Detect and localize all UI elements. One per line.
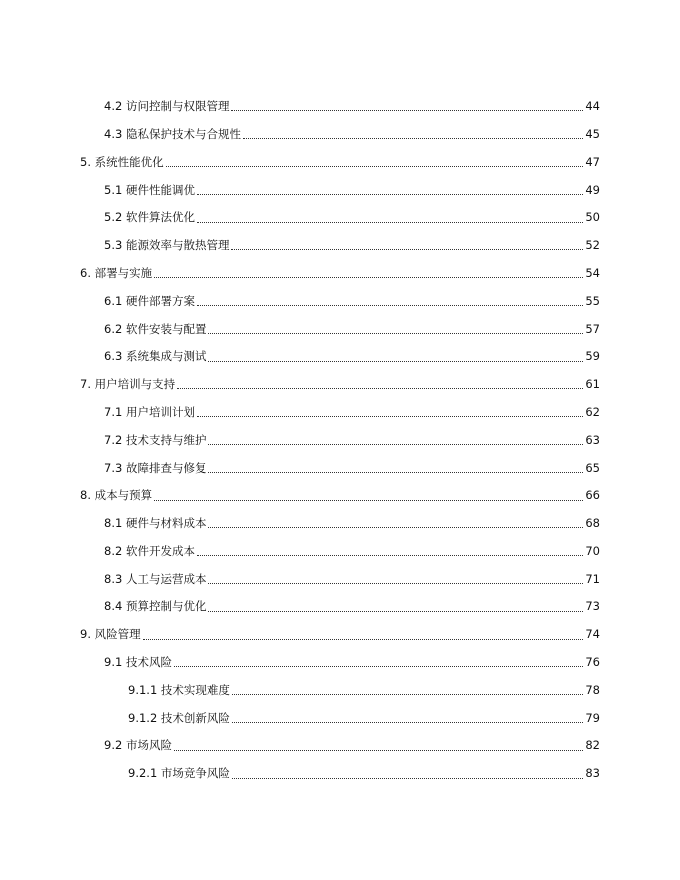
toc-entry-title: 6. 部署与实施 <box>80 265 153 280</box>
dot-leader <box>208 583 583 584</box>
toc-entry-title: 8.3 人工与运营成本 <box>104 571 207 586</box>
toc-entry-page-number: 47 <box>585 154 600 169</box>
toc-entry-title: 9.2 市场风险 <box>104 738 172 753</box>
toc-entry-title: 7.1 用户培训计划 <box>104 404 195 419</box>
toc-entry-title: 4.2 访问控制与权限管理 <box>104 99 230 114</box>
dot-leader <box>197 555 583 556</box>
toc-entry-page-number: 55 <box>585 293 600 308</box>
toc-entry-page-number: 54 <box>585 265 600 280</box>
dot-leader <box>232 694 583 695</box>
toc-entry[interactable] <box>0 149 680 177</box>
table-of-contents <box>0 93 680 788</box>
toc-entry-page-number: 83 <box>585 766 600 781</box>
toc-entry[interactable] <box>0 260 680 288</box>
toc-entry-page-number: 57 <box>585 321 600 336</box>
dot-leader <box>208 361 583 362</box>
toc-entry-title: 9.2.1 市场竞争风险 <box>128 766 230 781</box>
toc-entry-page-number: 66 <box>585 488 600 503</box>
toc-entry[interactable] <box>0 649 680 677</box>
toc-entry-page-number: 79 <box>585 710 600 725</box>
toc-entry-page-number: 70 <box>585 543 600 558</box>
toc-entry-title: 9.1 技术风险 <box>104 655 172 670</box>
toc-entry[interactable] <box>0 510 680 538</box>
toc-entry-page-number: 61 <box>585 377 600 392</box>
toc-entry-page-number: 44 <box>585 99 600 114</box>
toc-entry-title: 6.3 系统集成与测试 <box>104 349 207 364</box>
dot-leader <box>232 778 583 779</box>
dot-leader <box>208 527 583 528</box>
toc-entry[interactable] <box>0 176 680 204</box>
toc-entry[interactable] <box>0 93 680 121</box>
dot-leader <box>177 388 583 389</box>
dot-leader <box>174 666 583 667</box>
toc-entry[interactable] <box>0 621 680 649</box>
toc-entry-title: 9.1.1 技术实现难度 <box>128 682 230 697</box>
dot-leader <box>197 194 583 195</box>
toc-entry[interactable] <box>0 288 680 316</box>
toc-entry-page-number: 65 <box>585 460 600 475</box>
toc-entry-title: 8.1 硬件与材料成本 <box>104 516 207 531</box>
toc-entry-page-number: 74 <box>585 627 600 642</box>
toc-entry[interactable] <box>0 427 680 455</box>
dot-leader <box>197 222 583 223</box>
dot-leader <box>208 333 583 334</box>
toc-entry-page-number: 59 <box>585 349 600 364</box>
toc-entry-title: 5.3 能源效率与散热管理 <box>104 238 230 253</box>
toc-entry-page-number: 52 <box>585 238 600 253</box>
toc-entry-title: 7.3 故障排查与修复 <box>104 460 207 475</box>
toc-entry-title: 8. 成本与预算 <box>80 488 153 503</box>
toc-entry[interactable] <box>0 343 680 371</box>
toc-entry[interactable] <box>0 705 680 733</box>
toc-entry-page-number: 78 <box>585 682 600 697</box>
toc-entry-page-number: 62 <box>585 404 600 419</box>
dot-leader <box>243 138 583 139</box>
toc-entry[interactable] <box>0 566 680 594</box>
dot-leader <box>166 166 584 167</box>
toc-entry[interactable] <box>0 732 680 760</box>
dot-leader <box>154 500 583 501</box>
toc-entry-title: 8.2 软件开发成本 <box>104 543 195 558</box>
dot-leader <box>208 611 583 612</box>
toc-entry-page-number: 49 <box>585 182 600 197</box>
toc-entry[interactable] <box>0 315 680 343</box>
toc-entry-title: 9.1.2 技术创新风险 <box>128 710 230 725</box>
dot-leader <box>208 472 583 473</box>
toc-entry[interactable] <box>0 204 680 232</box>
toc-entry[interactable] <box>0 677 680 705</box>
toc-entry-page-number: 73 <box>585 599 600 614</box>
toc-entry-title: 5. 系统性能优化 <box>80 154 164 169</box>
toc-entry-title: 9. 风险管理 <box>80 627 141 642</box>
toc-entry-page-number: 45 <box>585 126 600 141</box>
dot-leader <box>174 750 583 751</box>
toc-entry-page-number: 82 <box>585 738 600 753</box>
toc-entry-title: 8.4 预算控制与优化 <box>104 599 207 614</box>
dot-leader <box>197 305 583 306</box>
toc-entry[interactable] <box>0 593 680 621</box>
toc-entry[interactable] <box>0 454 680 482</box>
toc-entry-title: 5.2 软件算法优化 <box>104 210 195 225</box>
toc-entry-page-number: 71 <box>585 571 600 586</box>
toc-entry-title: 4.3 隐私保护技术与合规性 <box>104 126 241 141</box>
toc-entry[interactable] <box>0 371 680 399</box>
toc-entry-title: 7. 用户培训与支持 <box>80 377 176 392</box>
dot-leader <box>231 249 583 250</box>
dot-leader <box>143 639 584 640</box>
dot-leader <box>154 277 583 278</box>
toc-entry-title: 7.2 技术支持与维护 <box>104 432 207 447</box>
toc-entry-title: 6.1 硬件部署方案 <box>104 293 195 308</box>
dot-leader <box>231 110 583 111</box>
toc-entry[interactable] <box>0 399 680 427</box>
toc-entry-title: 5.1 硬件性能调优 <box>104 182 195 197</box>
toc-entry[interactable] <box>0 232 680 260</box>
dot-leader <box>232 722 583 723</box>
toc-entry-page-number: 50 <box>585 210 600 225</box>
toc-entry-page-number: 76 <box>585 655 600 670</box>
toc-entry[interactable] <box>0 121 680 149</box>
toc-entry-page-number: 63 <box>585 432 600 447</box>
toc-entry-title: 6.2 软件安装与配置 <box>104 321 207 336</box>
toc-entry-page-number: 68 <box>585 516 600 531</box>
dot-leader <box>208 444 583 445</box>
toc-entry[interactable] <box>0 760 680 788</box>
dot-leader <box>197 416 583 417</box>
toc-entry[interactable] <box>0 538 680 566</box>
toc-entry[interactable] <box>0 482 680 510</box>
